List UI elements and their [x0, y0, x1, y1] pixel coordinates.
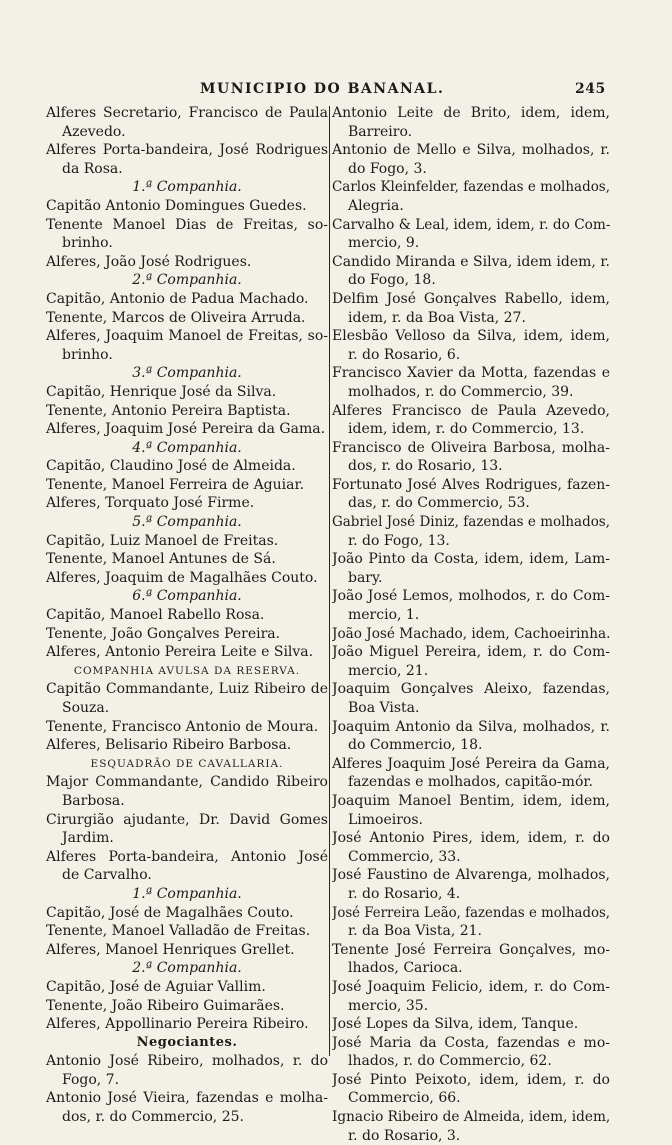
text-line: Capitão, Antonio de Padua Machado. [46, 290, 309, 307]
text-line: r. do Rosario, 4. [348, 885, 461, 902]
text-line: Alferes, Antonio Pereira Leite e Silva. [46, 644, 314, 661]
text-line: José Faustino de Alvarenga, molhados, [332, 867, 610, 884]
text-line: Alegria. [348, 197, 404, 214]
text-line: Capitão, Luiz Manoel de Freitas. [46, 532, 279, 549]
text-line: José Ferreira Leão, fazendas e molhados, [332, 904, 610, 921]
text-line: Fogo, 7. [62, 1071, 120, 1088]
company-heading: 6.ª Companhia. [132, 588, 242, 605]
text-line: Francisco de Oliveira Barbosa, molha- [332, 439, 610, 456]
text-line: Capitão Antonio Domingues Guedes. [46, 197, 307, 214]
text-line: Antonio José Vieira, fazendas e molha- [46, 1090, 328, 1107]
text-line: Alferes Porta-bandeira, Antonio José [46, 848, 328, 865]
text-line: Carlos Kleinfelder, fazendas e molhados, [332, 179, 610, 196]
text-line: Alferes Porta-bandeira, José Rodrigues [46, 142, 328, 159]
text-line: Tenente, Antonio Pereira Baptista. [46, 402, 291, 419]
text-line: r. do Rosario, 6. [348, 346, 461, 363]
text-line: Capitão, José de Magalhães Couto. [46, 904, 294, 921]
company-heading: 1.ª Companhia. [132, 885, 242, 902]
left-column [46, 104, 328, 1127]
text-line: Joaquim Gonçalves Aleixo, fazendas, [332, 681, 610, 698]
company-heading: 3.ª Companhia. [132, 365, 242, 382]
text-line: Fortunato José Alves Rodrigues, fazen- [332, 476, 610, 493]
text-line: idem, idem, r. do Commercio, 13. [348, 421, 585, 438]
text-line: lhados, r. do Commercio, 62. [348, 1053, 552, 1070]
text-line: Antonio de Mello e Silva, molhados, r. [332, 142, 610, 159]
text-line: Joaquim Manoel Bentim, idem, idem, [332, 792, 610, 809]
text-line: José Antonio Pires, idem, idem, r. do [332, 830, 610, 847]
page-number: 245 [575, 81, 606, 97]
text-line: Elesbão Velloso da Silva, idem, idem, [332, 328, 610, 345]
text-line: Joaquim Antonio da Silva, molhados, r. [332, 718, 610, 735]
column-divider [329, 106, 330, 1056]
text-line: r. do Rosario, 3. [348, 1127, 461, 1144]
text-line: Alferes, Belisario Ribeiro Barbosa. [46, 737, 292, 754]
text-line: Capitão, José de Aguiar Vallim. [46, 978, 266, 995]
text-line: Tenente Manoel Dias de Freitas, so- [46, 216, 328, 233]
text-line: dos, r. do Rosario, 13. [348, 458, 503, 475]
text-line: Alferes, Joaquim José Pereira da Gama. [46, 421, 326, 438]
text-line: Tenente, João Ribeiro Guimarães. [46, 997, 285, 1014]
text-line: Francisco Xavier da Motta, fazendas e [332, 365, 610, 382]
text-line: Tenente, Manoel Valladão de Freitas. [46, 923, 311, 940]
text-line: Alferes, Appollinario Pereira Ribeiro. [46, 1016, 309, 1033]
right-column [332, 104, 610, 1145]
text-line: Carvalho & Leal, idem, idem, r. do Com- [332, 216, 610, 233]
text-line: molhados, r. do Commercio, 39. [348, 383, 574, 400]
text-line: brinho. [62, 235, 113, 252]
text-line: mercio, 35. [348, 997, 429, 1014]
text-line: Alferes Francisco de Paula Azevedo, [332, 402, 610, 419]
text-line: Tenente, Manoel Antunes de Sá. [46, 551, 276, 568]
text-line: João José Machado, idem, Cachoeirinha. [332, 625, 610, 642]
text-line: Capitão, Manoel Rabello Rosa. [46, 607, 265, 624]
text-line: Ignacio Ribeiro de Almeida, idem, idem, [332, 1109, 610, 1126]
text-line: bary. [348, 569, 383, 586]
section-heading: COMPANHIA AVULSA DA RESERVA. [73, 664, 301, 677]
text-line: mercio, 9. [348, 235, 420, 252]
text-line: Delfim José Gonçalves Rabello, idem, [332, 290, 610, 307]
text-line: mercio, 1. [348, 607, 420, 624]
text-line: Antonio Leite de Brito, idem, idem, [332, 105, 610, 121]
running-title: MUNICIPIO DO BANANAL. [200, 81, 445, 97]
company-heading: 4.ª Companhia. [132, 439, 242, 456]
text-line: das, r. do Commercio, 53. [348, 495, 530, 512]
text-line: Commercio, 66. [348, 1090, 461, 1107]
text-line: Tenente, Marcos de Oliveira Arruda. [46, 309, 306, 326]
text-line: José Joaquim Felicio, idem, r. do Com- [332, 978, 610, 995]
text-line: do Fogo, 3. [348, 160, 427, 177]
text-line: de Carvalho. [62, 867, 152, 884]
text-line: João Pinto da Costa, idem, idem, Lam- [332, 551, 610, 568]
text-line: Jardim. [62, 830, 114, 847]
text-line: r. da Boa Vista, 21. [348, 923, 482, 940]
page-header [0, 78, 672, 102]
text-line: Candido Miranda e Silva, idem idem, r. [332, 253, 610, 270]
text-line: José Pinto Peixoto, idem, idem, r. do [332, 1071, 610, 1088]
company-heading: 5.ª Companhia. [132, 514, 242, 531]
text-line: fazendas e molhados, capitão-mór. [348, 774, 593, 791]
section-heading: Negociantes. [136, 1034, 238, 1050]
text-line: Azevedo. [62, 123, 126, 140]
text-line: do Fogo, 18. [348, 272, 436, 289]
text-line: José Maria da Costa, fazendas e mo- [332, 1034, 610, 1051]
text-line: Alferes Joaquim José Pereira da Gama, [332, 755, 610, 772]
text-line: da Rosa. [62, 160, 123, 177]
section-heading: ESQUADRÃO DE CAVALLARIA. [90, 757, 284, 770]
text-line: José Lopes da Silva, idem, Tanque. [332, 1016, 579, 1033]
text-line: Limoeiros. [348, 811, 423, 828]
text-line: idem, r. da Boa Vista, 27. [348, 309, 526, 326]
text-line: Alferes, João José Rodrigues. [46, 253, 252, 270]
text-line: Barbosa. [62, 792, 125, 809]
company-heading: 2.ª Companhia. [132, 272, 242, 289]
text-line: Alferes, Manoel Henriques Grellet. [46, 941, 295, 958]
company-heading: 1.ª Companhia. [132, 179, 242, 196]
text-line: Tenente José Ferreira Gonçalves, mo- [332, 941, 610, 958]
text-line: Tenente, Manoel Ferreira de Aguiar. [46, 476, 305, 493]
text-line: Alferes, Joaquim Manoel de Freitas, so- [46, 328, 328, 345]
text-line: Commercio, 33. [348, 848, 461, 865]
text-line: Souza. [62, 700, 110, 716]
text-line: dos, r. do Commercio, 25. [62, 1109, 244, 1126]
text-line: Barreiro. [348, 123, 413, 140]
text-line: Capitão Commandante, Luiz Ribeiro de [46, 681, 328, 698]
text-line: lhados, Carioca. [348, 960, 463, 977]
text-line: Tenente, João Gonçalves Pereira. [46, 625, 281, 642]
text-line: Antonio José Ribeiro, molhados, r. do [46, 1053, 328, 1070]
text-line: Major Commandante, Candido Ribeiro [46, 774, 328, 791]
text-line: Boa Vista. [348, 700, 420, 716]
text-line: r. do Fogo, 13. [348, 532, 450, 549]
text-line: João Miguel Pereira, idem, r. do Com- [332, 644, 610, 661]
text-line: brinho. [62, 346, 113, 363]
company-heading: 2.ª Companhia. [132, 960, 242, 977]
text-line: do Commercio, 18. [348, 737, 483, 754]
text-line: Alferes, Joaquim de Magalhães Couto. [46, 569, 318, 586]
text-line: Cirurgião ajudante, Dr. David Gomes [46, 811, 328, 828]
text-line: Alferes, Torquato José Firme. [46, 495, 255, 512]
text-line: Capitão, Henrique José da Silva. [46, 383, 277, 400]
text-line: Tenente, Francisco Antonio de Moura. [46, 718, 319, 735]
text-line: Gabriel José Diniz, fazendas e molhados, [332, 514, 610, 531]
text-line: Capitão, Claudino José de Almeida. [46, 458, 296, 475]
text-line: João José Lemos, molhodos, r. do Com- [332, 588, 610, 605]
text-line: mercio, 21. [348, 662, 429, 679]
text-line: Alferes Secretario, Francisco de Paula [46, 105, 328, 121]
